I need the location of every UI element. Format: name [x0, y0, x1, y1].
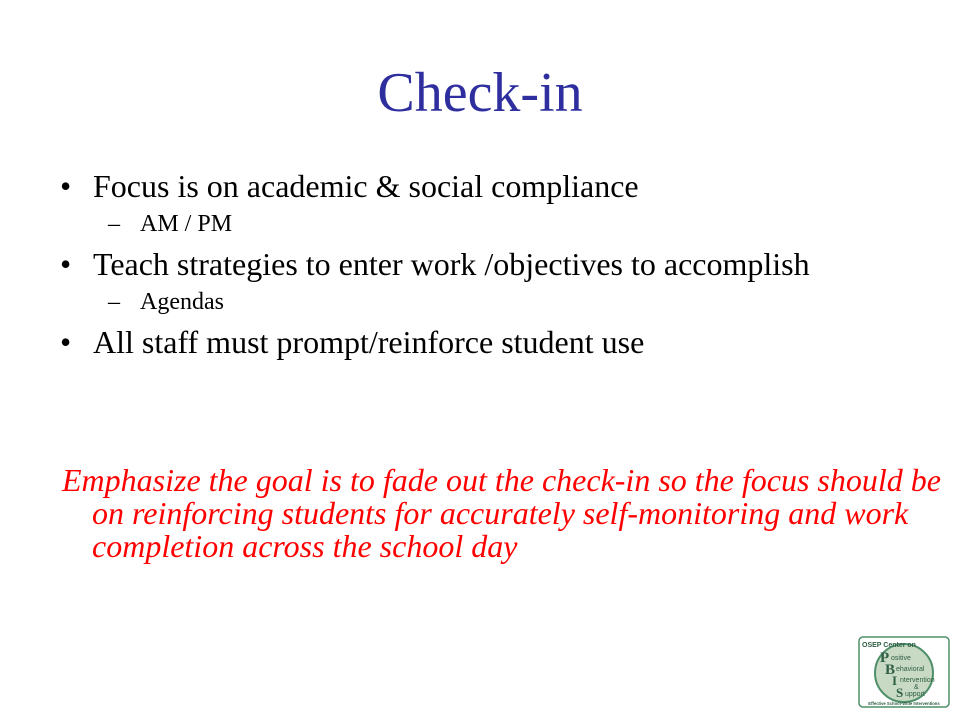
logo-letter-b: B — [885, 662, 896, 678]
logo-letter-p: P — [880, 650, 890, 666]
dash-glyph: – — [108, 211, 120, 237]
logo-letter-i: I — [892, 673, 898, 688]
logo-ampersand: & — [914, 684, 919, 691]
bullet-text: Teach strategies to enter work /objectives to accomplish — [93, 246, 810, 282]
bullet-item — [60, 324, 920, 360]
logo-word-behavioral: ehavioral — [896, 666, 925, 673]
bullet-text: All staff must prompt/reinforce student use — [93, 324, 645, 360]
slide-title: Check-in — [377, 62, 583, 124]
sub-bullet-item — [60, 210, 920, 238]
logo-footer: Effective School-Wide Interventions — [868, 701, 940, 706]
logo-header: OSEP Center on — [862, 642, 916, 649]
emphasis-note: Emphasize the goal is to fade out the check-in so the focus should be on reinforcing students for accurately self-monitoring and work completion across the school day — [62, 462, 941, 564]
logo-letter-s: S — [896, 685, 904, 700]
sub-bullet-text: Agendas — [140, 289, 224, 315]
sub-bullet-item — [60, 288, 920, 316]
bullet-glyph: • — [60, 324, 72, 360]
logo-word-intervention: ntervention — [900, 677, 935, 684]
bullet-item — [60, 246, 920, 282]
bullet-glyph: • — [60, 168, 72, 204]
bullet-list — [60, 168, 920, 366]
logo-word-support: upport — [905, 691, 925, 698]
sub-bullet-text: AM / PM — [140, 211, 233, 237]
dash-glyph: – — [108, 289, 120, 315]
bullet-text: Focus is on academic & social compliance — [93, 168, 639, 204]
bullet-glyph: • — [60, 246, 72, 282]
bullet-item — [60, 168, 920, 204]
pbis-logo — [858, 636, 950, 708]
logo-word-positive: ositive — [891, 655, 911, 662]
